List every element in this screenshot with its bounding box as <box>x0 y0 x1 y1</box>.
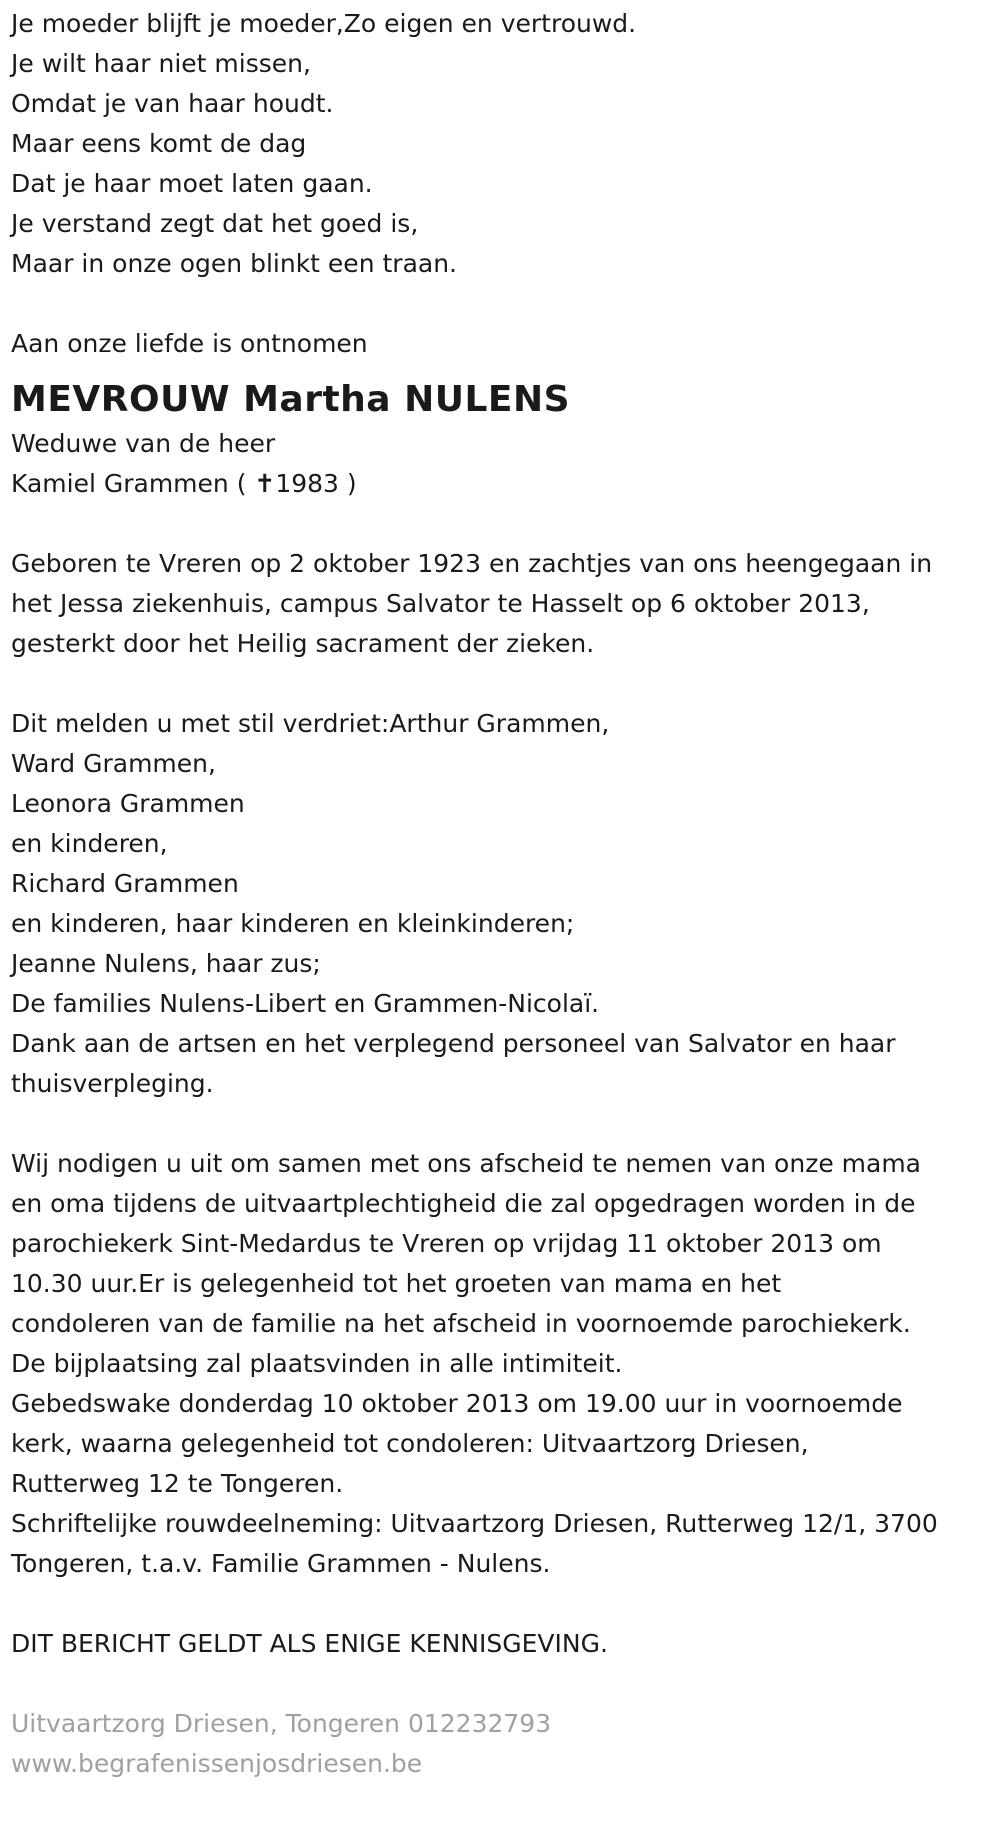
mourners-list <box>11 704 1000 1104</box>
footer <box>11 1704 1000 1784</box>
poem-line: Je moeder blijft je moeder,Zo eigen en vertrouwd. <box>11 9 637 38</box>
mourner-line: thuisverpleging. <box>11 1069 214 1098</box>
poem-line: Maar in onze ogen blinkt een traan. <box>11 249 457 278</box>
spacer <box>11 284 1000 324</box>
poem-line: Omdat je van haar houdt. <box>11 89 334 118</box>
paragraph-line: Tongeren, t.a.v. Familie Grammen - Nulens. <box>11 1549 551 1578</box>
footer-website: www.begrafenissenjosdriesen.be <box>11 1749 423 1778</box>
deceased-name: MEVROUW Martha NULENS <box>11 379 571 420</box>
spacer <box>11 504 1000 544</box>
paragraph-line: gesterkt door het Heilig sacrament der zieken. <box>11 629 595 658</box>
intro-line: Aan onze liefde is ontnomen <box>11 329 368 358</box>
paragraph-line: het Jessa ziekenhuis, campus Salvator te Hasselt op 6 oktober 2013, <box>11 589 870 618</box>
spacer <box>11 1664 1000 1704</box>
mourner-line: Jeanne Nulens, haar zus; <box>11 949 321 978</box>
paragraph-line: Wij nodigen u uit om samen met ons afscheid te nemen van onze mama <box>11 1149 921 1178</box>
paragraph-line: Geboren te Vreren op 2 oktober 1923 en zachtjes van ons heengegaan in <box>11 549 933 578</box>
footer-company: Uitvaartzorg Driesen, Tongeren 012232793 <box>11 1709 552 1738</box>
birth-death-paragraph <box>11 544 1000 664</box>
paragraph-line: Rutterweg 12 te Tongeren. <box>11 1469 344 1498</box>
paragraph-line: condoleren van de familie na het afscheid in voornoemde parochiekerk. <box>11 1309 911 1338</box>
paragraph-line: Schriftelijke rouwdeelneming: Uitvaartzorg Driesen, Rutterweg 12/1, 3700 <box>11 1509 938 1538</box>
mourner-line: en kinderen, haar kinderen en kleinkinderen; <box>11 909 575 938</box>
mourner-line: Dank aan de artsen en het verplegend personeel van Salvator en haar <box>11 1029 896 1058</box>
notice-line: DIT BERICHT GELDT ALS ENIGE KENNISGEVING. <box>11 1629 608 1658</box>
spacer <box>11 664 1000 704</box>
mourner-line: Dit melden u met stil verdriet:Arthur Grammen, <box>11 709 610 738</box>
poem-line: Je wilt haar niet missen, <box>11 49 311 78</box>
mourner-line: Ward Grammen, <box>11 749 216 778</box>
poem-line: Maar eens komt de dag <box>11 129 307 158</box>
mourner-line: Richard Grammen <box>11 869 239 898</box>
mourner-line: en kinderen, <box>11 829 168 858</box>
poem <box>11 4 1000 284</box>
poem-line: Dat je haar moet laten gaan. <box>11 169 373 198</box>
mourner-line: De families Nulens-Libert en Grammen-Nicolaï. <box>11 989 600 1018</box>
mourner-line: Leonora Grammen <box>11 789 245 818</box>
spacer <box>11 1584 1000 1624</box>
widow-line: Weduwe van de heer <box>11 429 276 458</box>
paragraph-line: De bijplaatsing zal plaatsvinden in alle intimiteit. <box>11 1349 623 1378</box>
spacer <box>11 1104 1000 1144</box>
paragraph-line: kerk, waarna gelegenheid tot condoleren: Uitvaartzorg Driesen, <box>11 1429 809 1458</box>
poem-line: Je verstand zegt dat het goed is, <box>11 209 419 238</box>
spouse-line: Kamiel Grammen ( ✝1983 ) <box>11 469 357 498</box>
funeral-paragraph <box>11 1144 1000 1584</box>
paragraph-line: Gebedswake donderdag 10 oktober 2013 om 19.00 uur in voornoemde <box>11 1389 903 1418</box>
paragraph-line: 10.30 uur.Er is gelegenheid tot het groeten van mama en het <box>11 1269 782 1298</box>
paragraph-line: parochiekerk Sint-Medardus te Vreren op vrijdag 11 oktober 2013 om <box>11 1229 882 1258</box>
paragraph-line: en oma tijdens de uitvaartplechtigheid die zal opgedragen worden in de <box>11 1189 916 1218</box>
